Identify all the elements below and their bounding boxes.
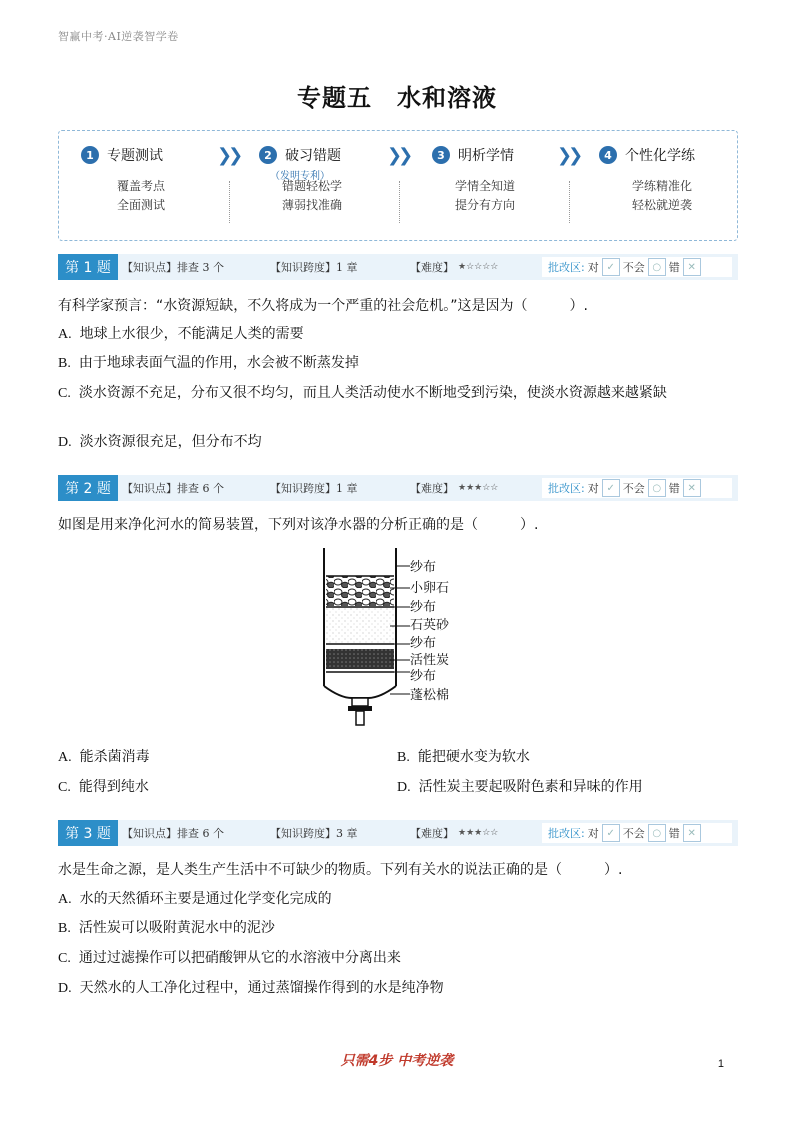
grade-unknown-label: 不会 (622, 482, 645, 495)
figure-label: 小卵石 (410, 581, 450, 596)
step-desc-line: 学情全知道 (454, 179, 515, 193)
step-desc-line: 薄弱找准确 (281, 198, 342, 212)
option-text: 活性炭主要起吸附色素和异味的作用 (418, 779, 643, 795)
option-letter: B. (58, 356, 71, 371)
figure-label: 蓬松棉 (410, 688, 450, 703)
grade-label: 批改区: (548, 827, 585, 840)
option-letter: A. (58, 750, 72, 765)
knowledge-points: 【知识点】排查 3 个 (122, 261, 224, 274)
check-icon[interactable]: ✓ (602, 258, 620, 276)
step-desc-line: 轻松就逆袭 (631, 198, 692, 212)
grading-area (542, 823, 732, 843)
grading-area (542, 478, 732, 498)
question-number: 第 3 题 (58, 820, 118, 846)
grade-right-label: 对 (587, 827, 599, 840)
option-c[interactable] (58, 778, 149, 797)
grading-area (542, 257, 732, 277)
step-label: 破习错题 (285, 148, 341, 164)
grade-right-label: 对 (587, 482, 599, 495)
grade-wrong-label: 错 (668, 261, 680, 274)
option-d[interactable] (58, 433, 738, 452)
option-letter: C. (58, 951, 71, 966)
step-label: 专题测试 (107, 148, 163, 164)
page-title: 专题五 水和溶液 (297, 84, 497, 112)
step-number-badge: 1 (81, 146, 99, 164)
question-stem: 水是生命之源，是人类生产生活中不可缺少的物质。下列有关水的说法正确的是（ ）. (58, 862, 623, 878)
option-text: 通过过滤操作可以把硝酸钾从它的水溶液中分离出来 (78, 950, 401, 966)
grade-right-label: 对 (587, 261, 599, 274)
difficulty-stars: ★★★☆☆ (458, 828, 499, 838)
grade-label: 批改区: (548, 261, 585, 274)
question-number: 第 2 题 (58, 475, 118, 501)
figure-label: 纱布 (410, 560, 437, 575)
header-note: 智赢中考·AI逆袭智学卷 (58, 30, 179, 43)
grade-unknown-label: 不会 (622, 261, 645, 274)
knowledge-points: 【知识点】排查 6 个 (122, 827, 224, 840)
grade-wrong-label: 错 (668, 827, 680, 840)
question-header-1 (58, 254, 738, 280)
difficulty (410, 475, 498, 501)
question-stem: 有科学家预言：“水资源短缺，不久将成为一个严重的社会危机。”这是因为（ ）. (58, 298, 588, 314)
step-desc-line: 提分有方向 (454, 198, 515, 212)
option-c[interactable] (58, 384, 738, 403)
footer-logo: 只需4步 中考逆袭 (340, 1053, 454, 1069)
option-text: 淡水资源很充足，但分布不均 (79, 434, 262, 450)
option-letter: D. (397, 780, 411, 795)
difficulty (410, 820, 498, 846)
option-letter: B. (58, 921, 71, 936)
cross-icon[interactable]: ✕ (683, 258, 701, 276)
step-desc-line: 全面测试 (116, 198, 165, 212)
question-header-3 (58, 820, 738, 846)
cross-icon[interactable]: ✕ (683, 824, 701, 842)
step-number-badge: 3 (432, 146, 450, 164)
knowledge-span: 【知识跨度】1 章 (270, 261, 358, 274)
circle-icon[interactable]: ○ (648, 824, 666, 842)
divider (569, 181, 570, 223)
difficulty-stars: ★☆☆☆☆ (458, 262, 499, 272)
figure-label: 纱布 (410, 600, 437, 615)
figure-label: 纱布 (410, 636, 437, 651)
option-letter: D. (58, 435, 72, 450)
step-desc-line: 覆盖考点 (116, 179, 165, 193)
option-b[interactable] (58, 919, 738, 938)
option-letter: C. (58, 386, 71, 401)
step-1-desc (81, 177, 201, 215)
difficulty (410, 254, 498, 280)
option-text: 活性炭可以吸附黄泥水中的泥沙 (78, 920, 275, 936)
option-text: 天然水的人工净化过程中，通过蒸馏操作得到的水是纯净物 (79, 980, 444, 996)
step-desc-line: 学练精准化 (631, 179, 692, 193)
step-label: 个性化学练 (625, 148, 695, 164)
question-number: 第 1 题 (58, 254, 118, 280)
option-d[interactable] (58, 979, 738, 998)
chevron-right-icon: ❯❯ (557, 145, 580, 166)
option-b[interactable] (397, 748, 530, 767)
grade-unknown-label: 不会 (622, 827, 645, 840)
option-text: 能把硬水变为软水 (417, 749, 530, 765)
option-a[interactable] (58, 748, 150, 767)
option-text: 水的天然循环主要是通过化学变化完成的 (79, 891, 332, 907)
option-letter: C. (58, 780, 71, 795)
difficulty-label: 【难度】 (410, 482, 454, 495)
step-2-desc (252, 177, 372, 215)
option-text: 能杀菌消毒 (79, 749, 150, 765)
question-stem: 如图是用来净化河水的简易装置，下列对该净水器的分析正确的是（ ）. (58, 517, 539, 533)
grade-label: 批改区: (548, 482, 585, 495)
knowledge-span: 【知识跨度】1 章 (270, 482, 358, 495)
figure-label: 石英砂 (410, 618, 450, 633)
circle-icon[interactable]: ○ (648, 479, 666, 497)
figure-label: 纱布 (410, 669, 437, 684)
knowledge-points: 【知识点】排查 6 个 (122, 482, 224, 495)
step-3-desc (425, 177, 545, 215)
chevron-right-icon: ❯❯ (217, 145, 240, 166)
cross-icon[interactable]: ✕ (683, 479, 701, 497)
check-icon[interactable]: ✓ (602, 824, 620, 842)
step-sub: （发明专利） (270, 171, 330, 182)
figure-label: 活性炭 (410, 653, 450, 668)
step-4-desc (602, 177, 722, 215)
chevron-right-icon: ❯❯ (387, 145, 410, 166)
divider (399, 181, 400, 223)
knowledge-span: 【知识跨度】3 章 (270, 827, 358, 840)
circle-icon[interactable]: ○ (648, 258, 666, 276)
option-text: 由于地球表面气温的作用，水会被不断蒸发掉 (78, 355, 359, 371)
difficulty-label: 【难度】 (410, 827, 454, 840)
option-a[interactable] (58, 325, 738, 344)
page-number: 1 (717, 1058, 724, 1070)
option-text: 淡水资源不充足，分布又很不均匀，而且人类活动使水不断地受到污染，使淡水资源越来越紧缺 (78, 385, 667, 401)
step-number-badge: 2 (259, 146, 277, 164)
option-letter: A. (58, 892, 72, 907)
option-c[interactable] (58, 949, 738, 968)
question-header-2 (58, 475, 738, 501)
option-d[interactable] (397, 778, 643, 797)
option-letter: A. (58, 327, 72, 342)
option-text: 能得到纯水 (78, 779, 149, 795)
step-label: 明析学情 (458, 148, 514, 164)
option-b[interactable] (58, 354, 738, 373)
option-text: 地球上水很少，不能满足人类的需要 (79, 326, 304, 342)
grade-wrong-label: 错 (668, 482, 680, 495)
steps-panel (58, 130, 738, 241)
option-a[interactable] (58, 890, 738, 909)
difficulty-stars: ★★★☆☆ (458, 483, 499, 493)
divider (229, 181, 230, 223)
difficulty-label: 【难度】 (410, 261, 454, 274)
check-icon[interactable]: ✓ (602, 479, 620, 497)
step-desc-line: 错题轻松学 (281, 179, 342, 193)
step-number-badge: 4 (599, 146, 617, 164)
option-letter: D. (58, 981, 72, 996)
option-letter: B. (397, 750, 410, 765)
